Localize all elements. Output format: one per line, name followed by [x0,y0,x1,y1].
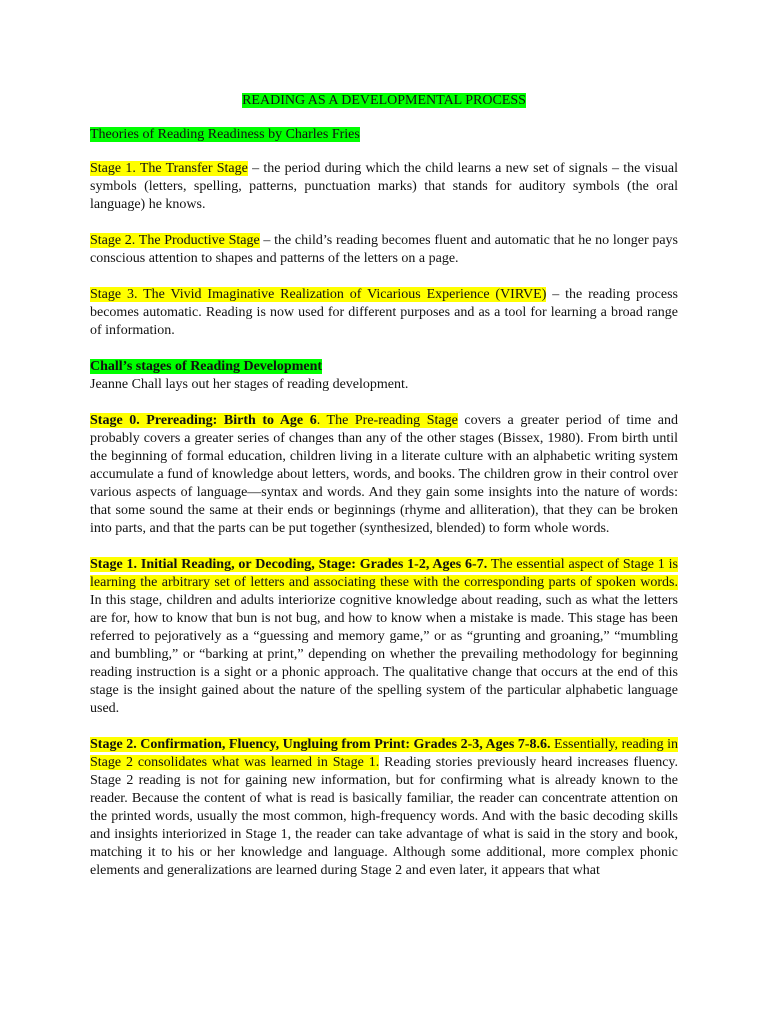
chall-stage-2-text: Reading stories previously heard increases fluency. Stage 2 reading is not for gaining new information, but for confirming what is already known to the reader. Because the content of what is read is basically familiar, the reader can concentrate attention on the printed words, usually the most common, high-frequency words. And with the basic decoding skills and insights interiorized in Stage 1, the reader can take advantage of what is said in the story and book, matching it to his or her knowledge and language. Although some additional, more complex phonic elements and generalizations are learned during Stage 2 and even later, it appears that what [90,755,678,878]
chall-intro-text: Jeanne Chall lays out her stages of reading development. [90,377,409,392]
chall-heading-text: Chall’s stages of Reading Development [90,359,323,374]
fries-heading [90,126,678,144]
document-title [90,92,678,110]
chall-stage-2 [90,736,678,880]
chall-heading [90,358,678,376]
fries-stage-2-label: Stage 2. The Productive Stage [90,233,260,248]
fries-stage-3 [90,286,678,340]
chall-stage-0-label: Stage 0. Prereading: Birth to Age 6 [90,413,317,428]
chall-stage-2-highlight: Essentially, reading in Stage 2 consolidates what was learned in Stage 1. [90,737,678,770]
fries-stage-1-text: – the period during which the child learns a new set of signals – the visual symbols (letters, spelling, patterns, punctuation marks) that stands for auditory symbols (the oral language) he knows. [90,161,678,212]
chall-stage-1 [90,556,678,718]
fries-stage-3-label: Stage 3. The Vivid Imaginative Realization of Vicarious Experience (VIRVE) [90,287,547,302]
chall-stage-1-label: Stage 1. Initial Reading, or Decoding, Stage: Grades 1-2, Ages 6-7. [90,557,488,572]
fries-stage-1 [90,160,678,214]
fries-stage-1-label: Stage 1. The Transfer Stage [90,161,248,176]
chall-stage-0-text: covers a greater period of time and probably covers a greater series of changes than any of the other stages (Bissex, 1980). From birth until the beginning of formal education, children living in a literate culture with an alphabetic writing system accumulate a fund of knowledge about letters, words, and books. The children grow in their control over various aspects of language—syntax and words. And they gain some insights into the nature of words: that some sound the same at their ends or beginnings (rhyme and alliteration), that they can be broken into parts, and that the parts can be put together (synthesized, blended) to form whole words. [90,413,678,536]
title-text: READING AS A DEVELOPMENTAL PROCESS [242,93,526,108]
fries-heading-text: Theories of Reading Readiness by Charles Fries [90,127,360,142]
chall-stage-2-label: Stage 2. Confirmation, Fluency, Ungluing from Print: Grades 2-3, Ages 7-8.6. [90,737,551,752]
fries-stage-3-text: – the reading process becomes automatic. Reading is now used for different purposes and as a tool for learning a broad range of information. [90,287,678,338]
fries-stage-2-text: – the child’s reading becomes fluent and automatic that he no longer pays conscious attention to shapes and patterns of the letters on a page. [90,233,678,266]
chall-stage-0-highlight: . The Pre-reading Stage [316,413,458,428]
chall-stage-1-text: In this stage, children and adults interiorize cognitive knowledge about reading, such as what the letters are for, how to know that bun is not bug, and how to know when a mistake is made. This stage has been referred to pejoratively as a “guessing and memory game,” or as “grunting and groaning,” “mumbling and bumbling,” or “barking at print,” depending on whether the prevailing methodology for beginning reading instruction is a sight or a phonic approach. The qualitative change that occurs at the end of this stage is the insight gained about the nature of the spelling system of the particular alphabetic language used. [90,593,678,716]
chall-stage-0 [90,412,678,538]
fries-stage-2 [90,232,678,268]
chall-stage-1-highlight: The essential aspect of Stage 1 is learning the arbitrary set of letters and associating these with the corresponding parts of spoken words. [90,557,678,590]
chall-intro [90,376,678,394]
